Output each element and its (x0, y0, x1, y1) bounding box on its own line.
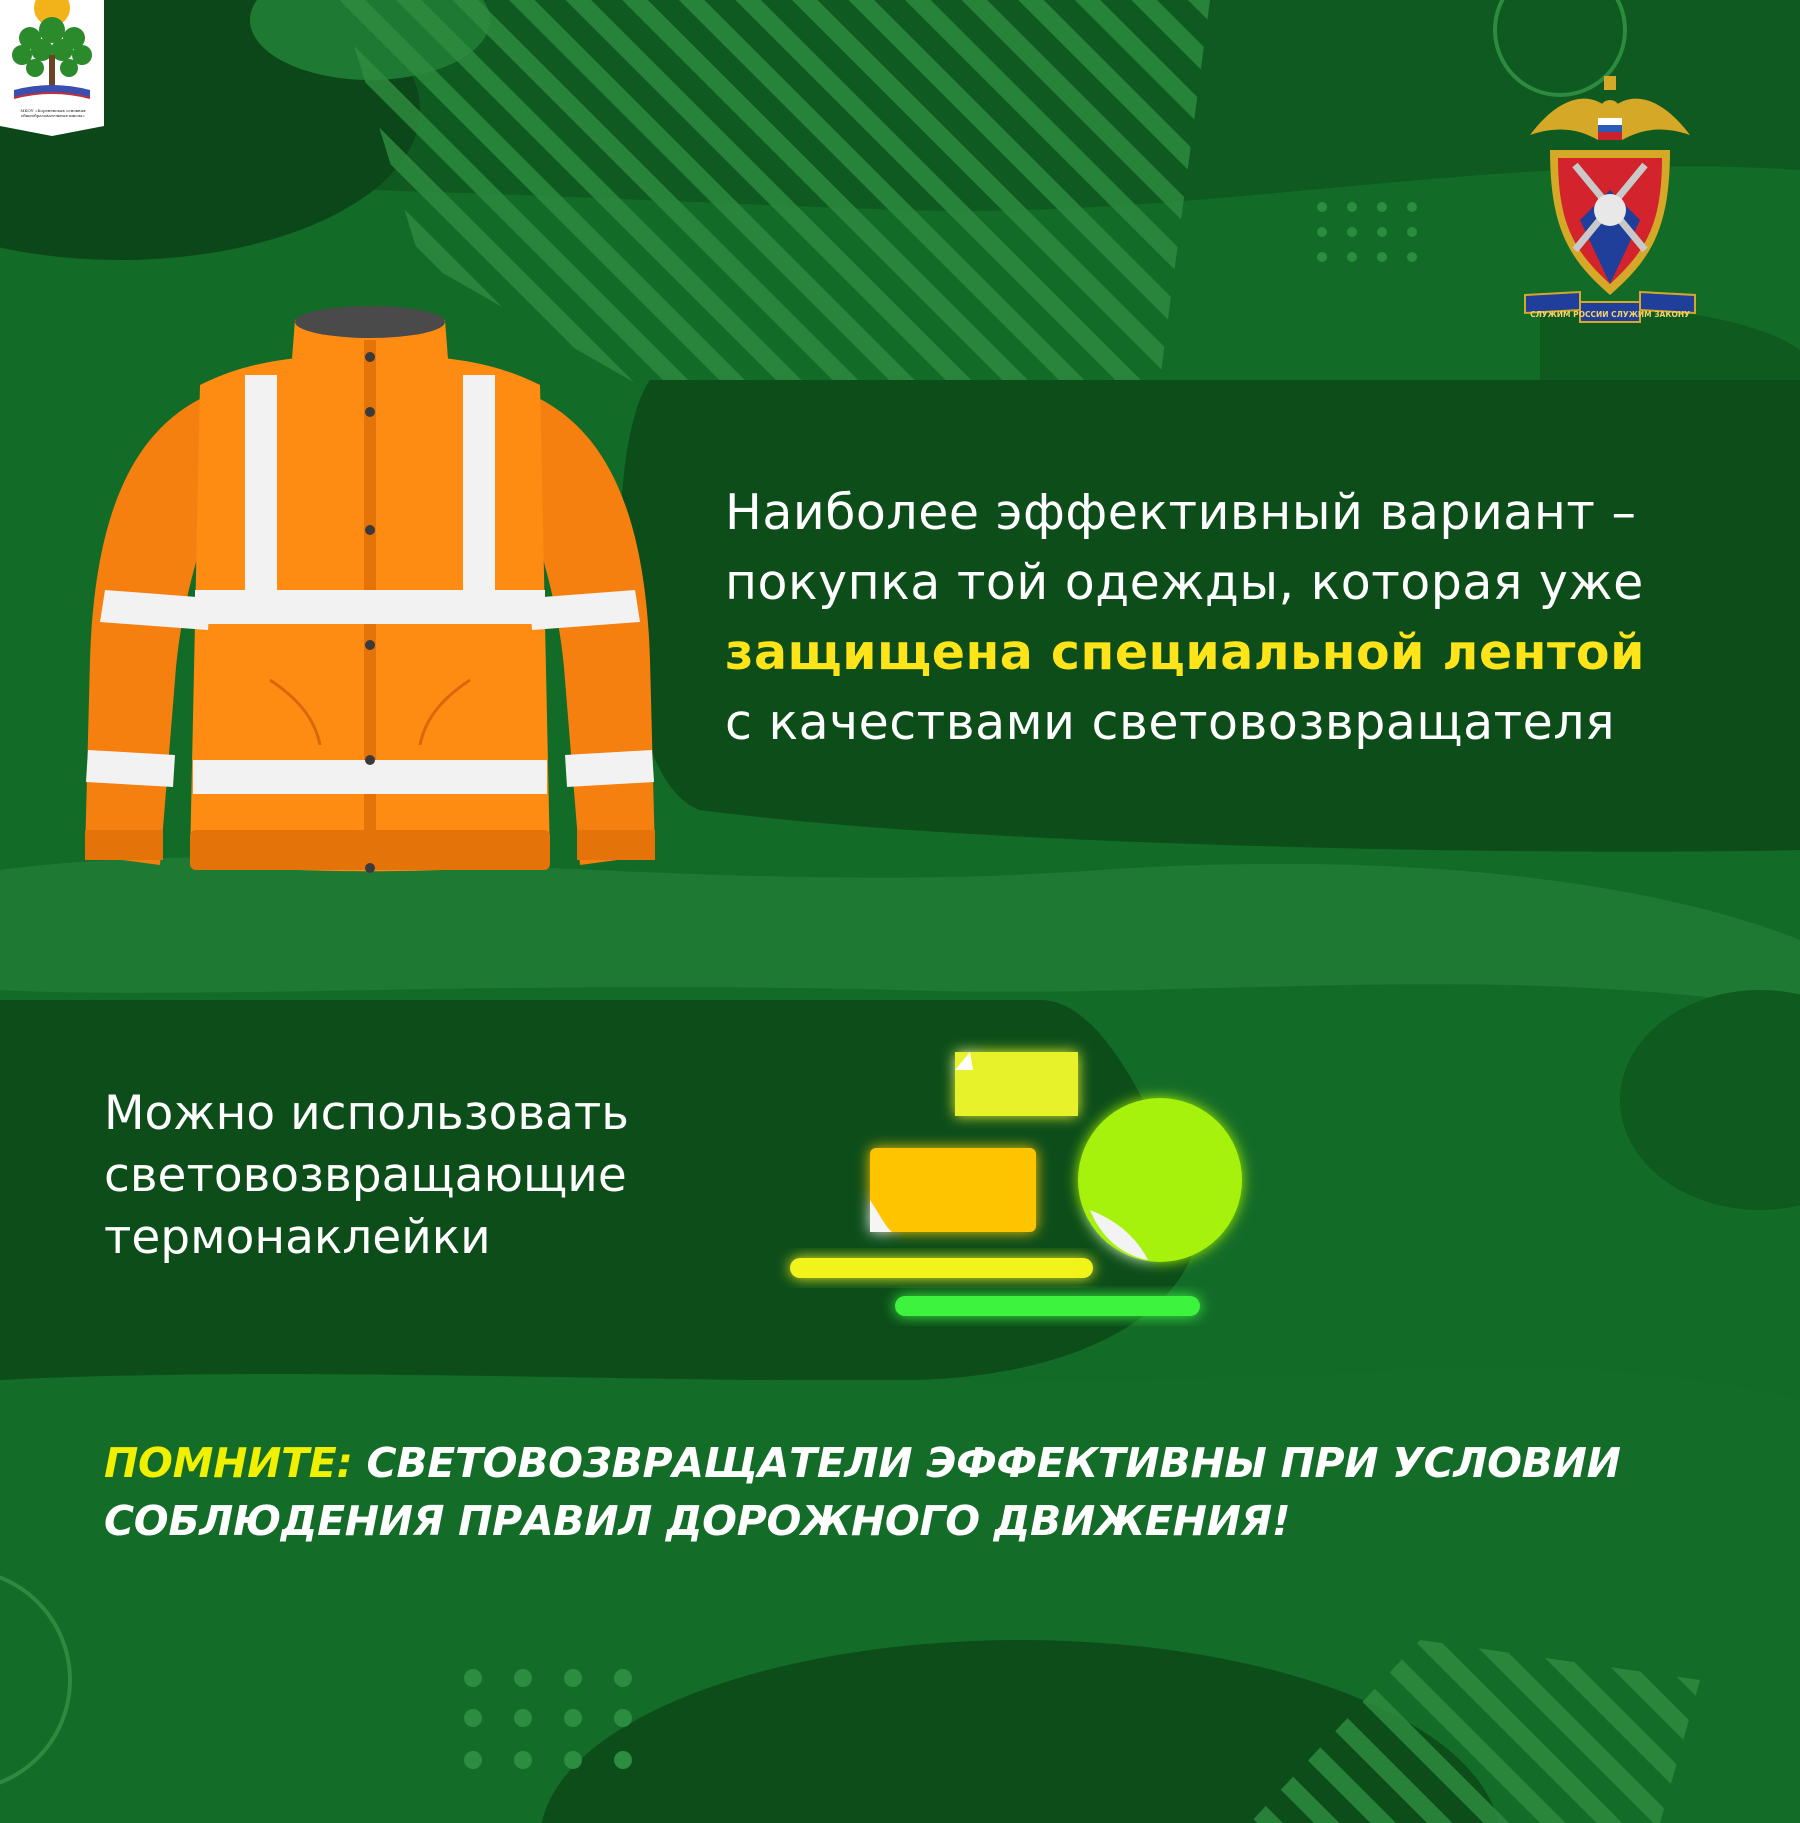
remember-line-2: СОБЛЮДЕНИЯ ПРАВИЛ ДОРОЖНОГО ДВИЖЕНИЯ! (104, 1497, 1291, 1545)
emblem-ribbon-text: СЛУЖИМ РОССИИ СЛУЖИМ ЗАКОНУ (1530, 310, 1690, 319)
stickers-text (104, 1083, 744, 1269)
headline-line-2: покупка той одежды, которая уже (725, 554, 1644, 611)
stickers-line-1: Можно использовать (104, 1086, 630, 1141)
headline-line-1: Наиболее эффективный вариант – (725, 484, 1637, 541)
headline-line-4: с качествами световозвращателя (725, 694, 1616, 751)
reflective-stickers-icon (770, 1030, 1270, 1330)
remember-note (104, 1434, 1764, 1550)
headline-highlight: защищена специальной лентой (725, 624, 1645, 681)
dot-grid-top (1317, 202, 1417, 262)
stickers-line-3: термонаклейки (104, 1210, 491, 1265)
stickers-line-2: световозвращающие (104, 1148, 627, 1203)
remember-line-1: СВЕТОВОЗВРАЩАТЕЛИ ЭФФЕКТИВНЫ ПРИ УСЛОВИИ (352, 1439, 1621, 1487)
school-logo-caption: МКОУ «Кореневская основная общеобразовательная школа» (20, 108, 86, 118)
school-logo (0, 0, 106, 136)
reflective-jacket-icon (80, 300, 680, 900)
remember-label: ПОМНИТЕ: (104, 1439, 353, 1487)
police-emblem (1520, 70, 1700, 330)
eagle-icon (1530, 76, 1690, 140)
headline-text (725, 478, 1765, 758)
